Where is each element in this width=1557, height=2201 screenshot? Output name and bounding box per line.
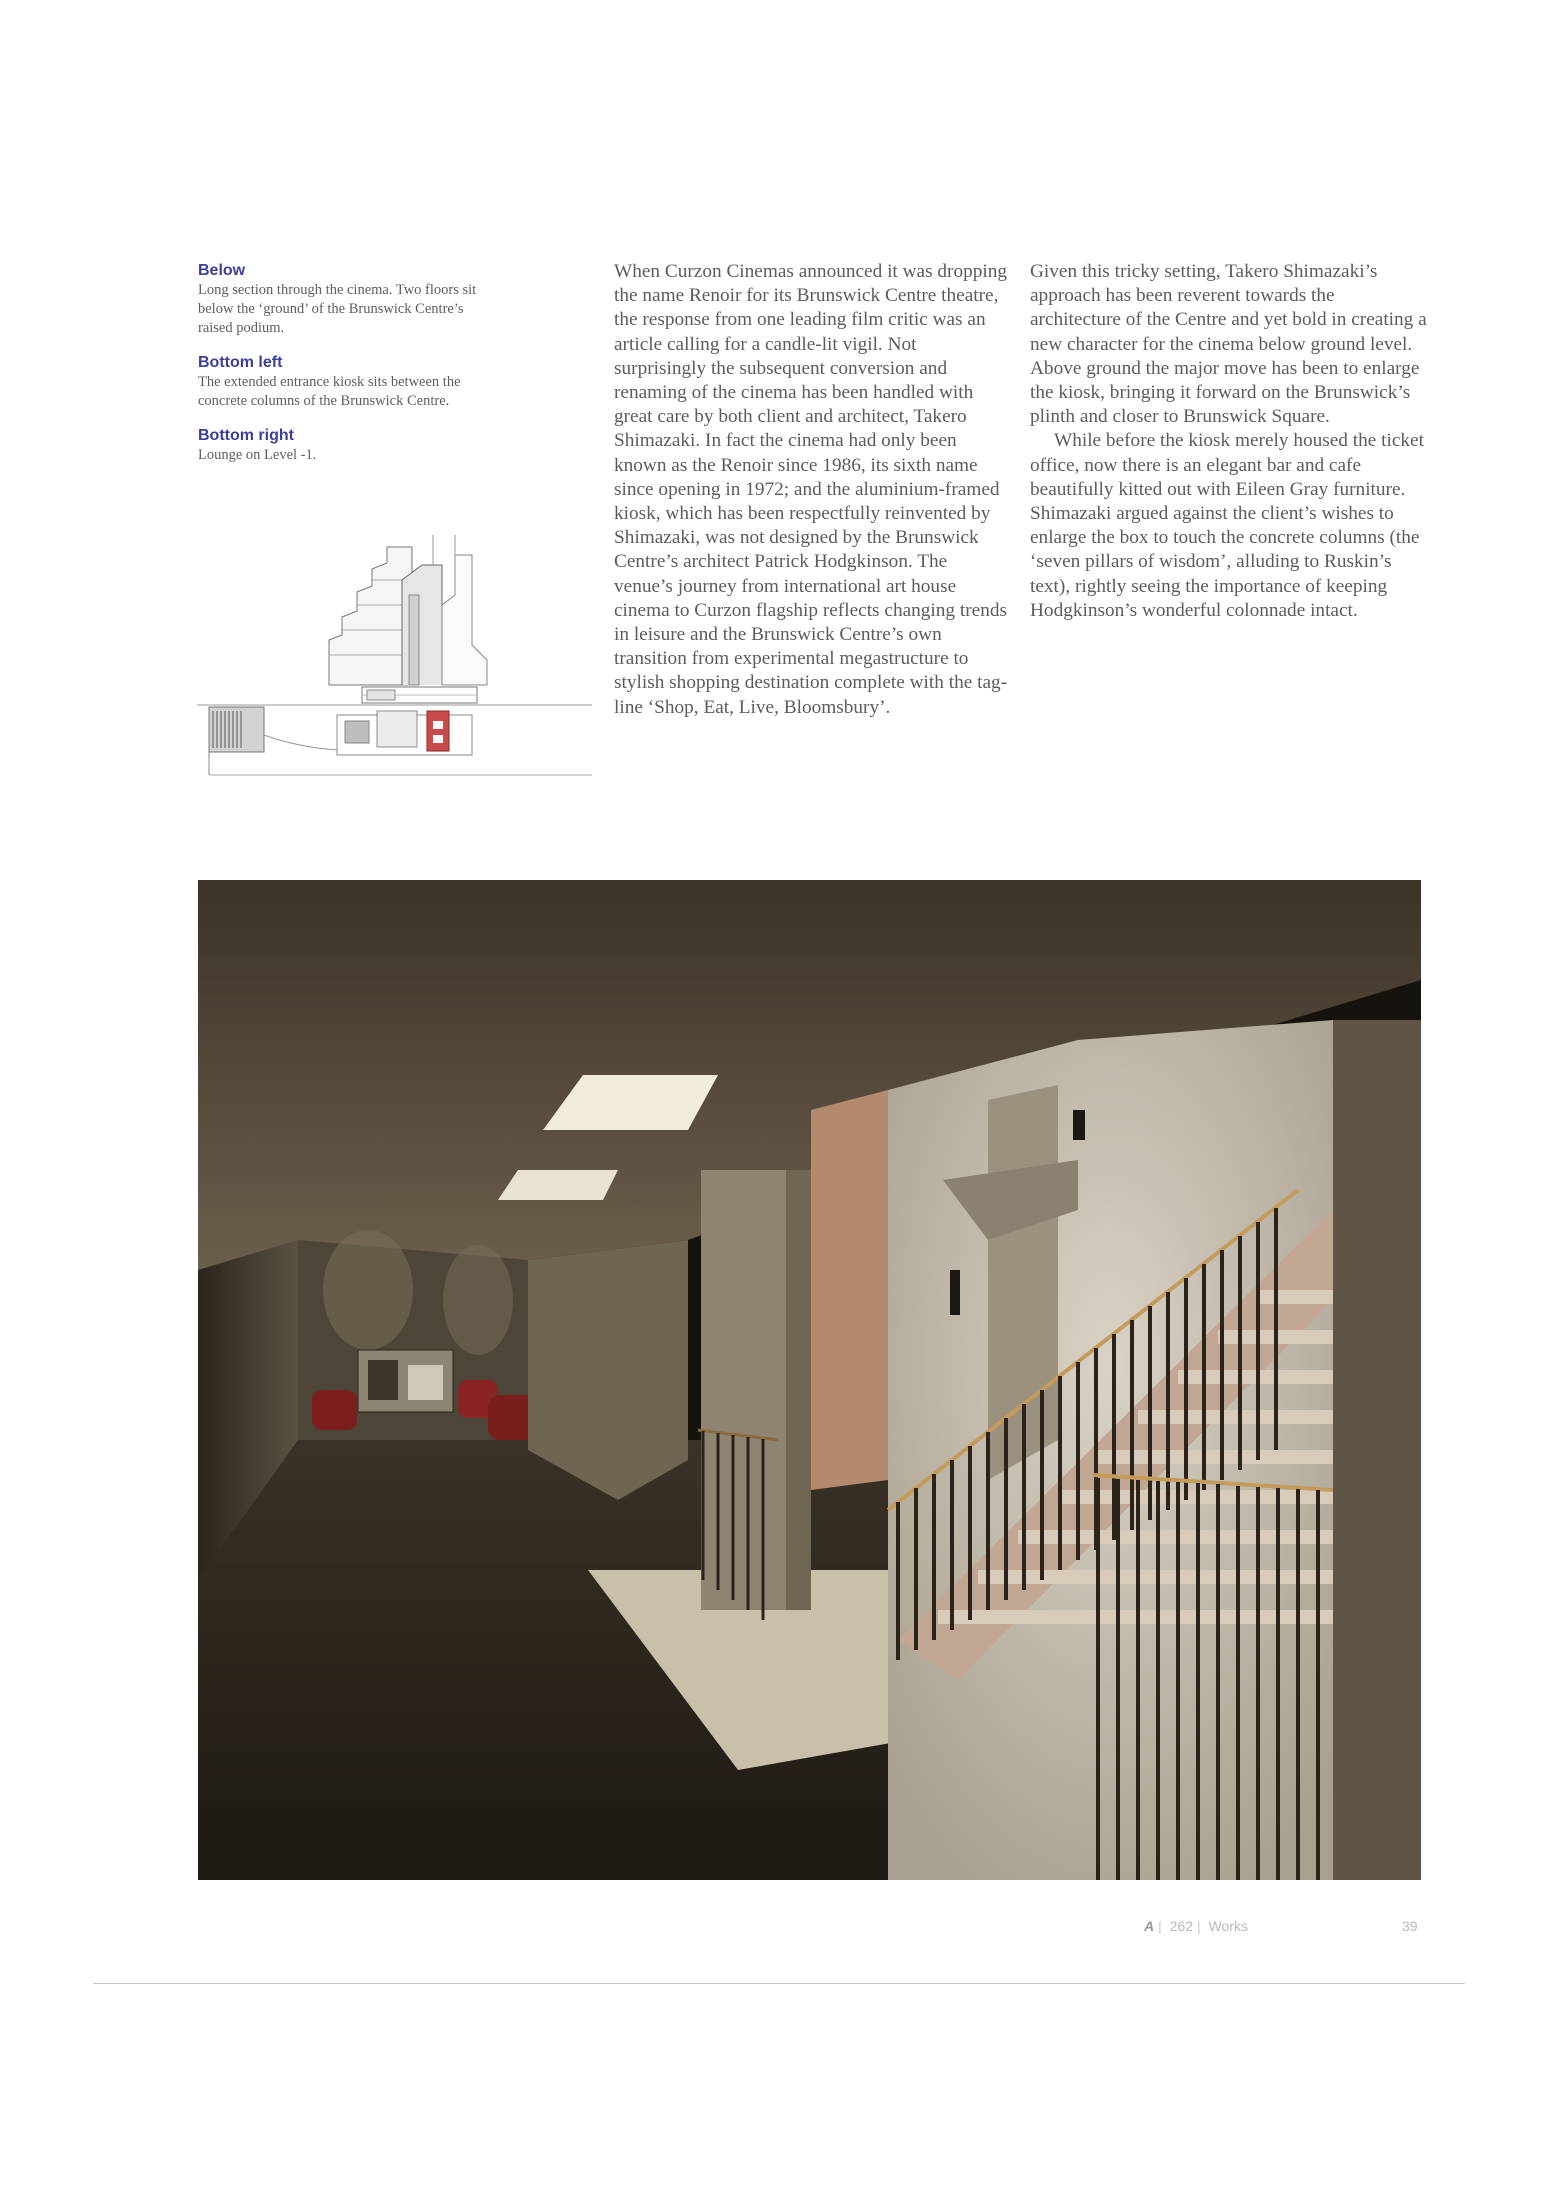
caption-text-bottom-left: The extended entrance kiosk sits between the concrete columns of the Brunswick Centre. [198, 374, 461, 409]
article-paragraph: Given this tricky setting, Takero Shimazaki’s approach has been reverent towards the architecture of the Centre and yet bold in creating a new character for the cinema below ground level. Above ground the major move has been to enlarge the kiosk, bringing it forward on the Brunswick’s plinth and closer to Brunswick Square. [1030, 261, 1427, 428]
page-number: 39 [1402, 1918, 1418, 1934]
caption-text-below: Long section through the cinema. Two floors sit below the ‘ground’ of the Brunswick Centre’s raised podium. [198, 282, 477, 336]
bottom-rule [93, 1983, 1465, 1984]
captions [198, 262, 498, 481]
article-paragraph: While before the kiosk merely housed the ticket office, now there is an elegant bar and cafe beautifully kitted out with Eileen Gray furniture. Shimazaki argued against the client’s wishes to enlarge the box to touch the concrete columns (the ‘seven pillars of wisdom’, alluding to Ruskin’s text), rightly seeing the importance of keeping Hodgkinson’s wonderful colonnade intact. [1030, 430, 1424, 621]
article-paragraph: When Curzon Cinemas announced it was dropping the name Renoir for its Brunswick Centre theatre, the response from one leading film critic was an article calling for a candle-lit vigil. Not surprisingly the subsequent conversion and renaming of the cinema has been handled with great care by both client and architect, Takero Shimazaki. In fact the cinema had only been known as the Renoir since 1986, its sixth name since opening in 1972; and the aluminium-framed kiosk, which has been respectfully reinvented by Shimazaki, was not designed by the Brunswick Centre’s architect Patrick Hodgkinson. The venue’s journey from international art house cinema to Curzon flagship reflects changing trends in leisure and the Brunswick Centre’s own transition from experimental megastructure to stylish shopping destination complete with the tag-line ‘Shop, Eat, Live, Bloomsbury’. [614, 261, 1008, 718]
footer-separator: | [1158, 1918, 1162, 1934]
caption-text-bottom-right: Lounge on Level -1. [198, 447, 317, 463]
caption-heading-bottom-left: Bottom left [198, 354, 283, 371]
issue-number: 262 [1169, 1918, 1194, 1934]
article-column-2 [1030, 260, 1430, 623]
long-section-drawing [197, 535, 592, 780]
caption-heading-bottom-right: Bottom right [198, 427, 294, 444]
section-name: Works [1208, 1918, 1248, 1934]
article-column-1 [614, 260, 1009, 720]
lounge-photo [198, 880, 1421, 1880]
caption-heading-below: Below [198, 262, 246, 279]
footer-folio [1144, 1918, 1252, 1934]
magazine-logo: A [1144, 1918, 1155, 1934]
footer-separator: | [1197, 1918, 1201, 1934]
